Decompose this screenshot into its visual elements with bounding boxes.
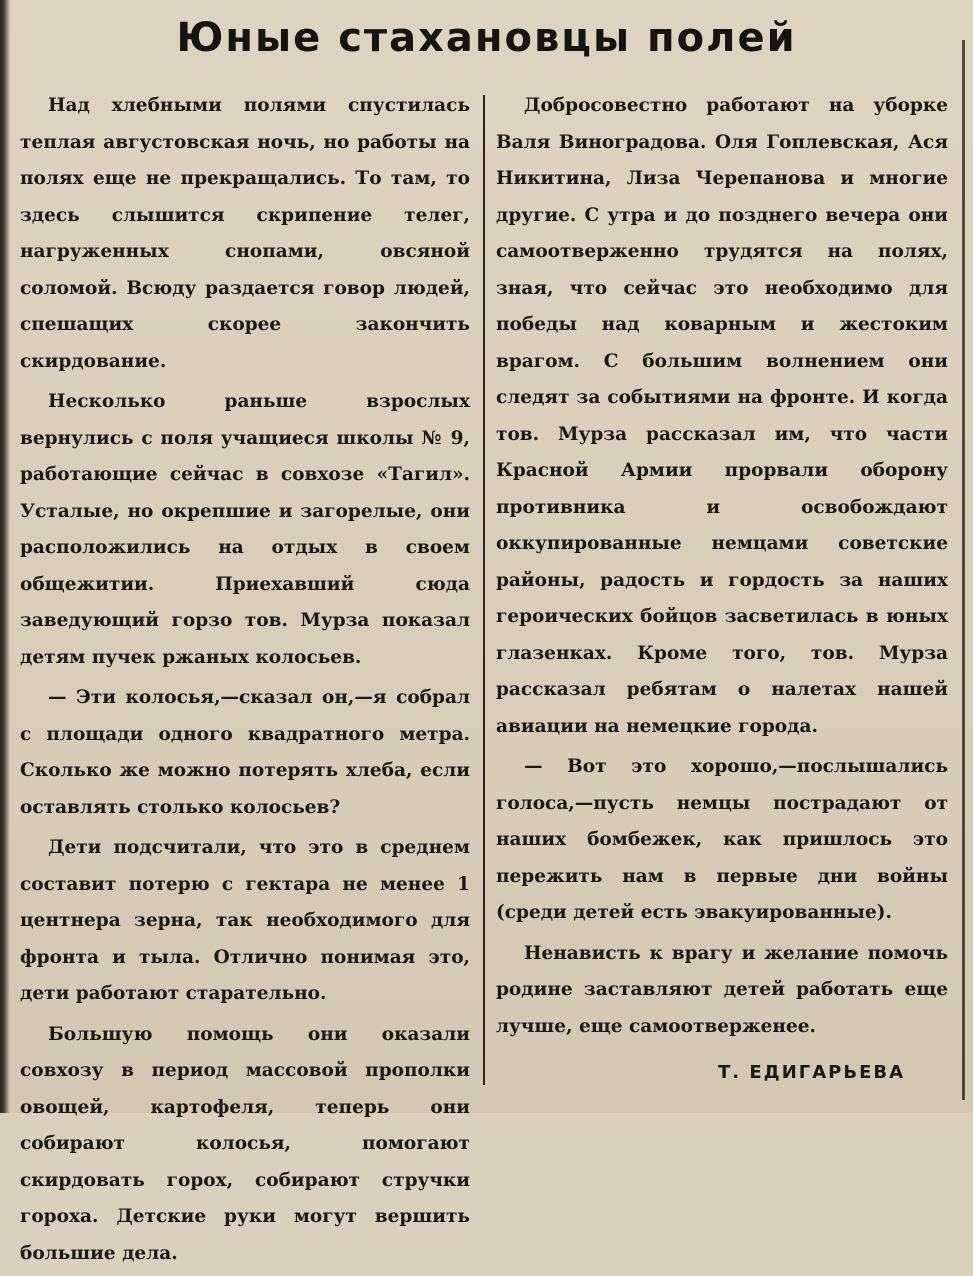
article-column-right: [496, 88, 948, 1049]
paragraph: — Эти колосья,—сказал он,—я собрал с площади одного квадратного метра. Сколько же можно потерять хлеба, если оставлять столько колосьев?: [20, 687, 470, 818]
page-edge-shadow: [0, 0, 10, 1113]
paragraph: — Вот это хорошо,—послышались голоса,—пусть немцы пострадают от наших бомбежек, как пришлось это пережить нам в первые дни войны (среди детей есть эвакуированные).: [496, 756, 948, 923]
paragraph: Ненависть к врагу и желание помочь родине заставляют детей работать еще лучше, еще самоотверженее.: [496, 942, 948, 1037]
paragraph: Добросовестно работают на уборке Валя Виноградова. Оля Гоплевская, Ася Никитина, Лиза Черепанова и многие другие. С утра и до позднего вечера они самоотверженно трудятся на полях, зная, что сейчас это необходимо для победы над коварным и жестоким врагом. С большим волнением они следят за событиями на фронте. И когда тов. Мурза рассказал им, что части Красной Армии прорвали оборону противника и освобождают оккупированные немцами советские районы, радость и гордость за наших героических бойцов засветилась в юных глазенках. Кроме того, тов. Мурза рассказал ребятам о налетах нашей авиации на немецкие города.: [496, 95, 948, 737]
paragraph: Над хлебными полями спустилась теплая августовская ночь, но работы на полях еще не прекращались. То там, то здесь слышится скрипение телег, нагруженных снопами, овсяной соломой. Всюду раздается говор людей, спешащих скорее закончить скирдование.: [20, 95, 470, 372]
right-border-rule: [962, 40, 965, 1100]
article-column-left: [20, 88, 470, 1276]
article-headline: Юные стахановцы полей: [176, 15, 797, 61]
paragraph: Дети подсчитали, что это в среднем составит потерю с гектара не менее 1 центнера зерна, так необходимого для фронта и тыла. Отлично понимая это, дети работают старательно.: [20, 837, 470, 1004]
column-divider: [483, 95, 485, 1085]
author-signature: Т. ЕДИГАРЬЕВА: [718, 1062, 906, 1083]
paragraph: Большую помощь они оказали совхозу в период массовой прополки овощей, картофеля, теперь они собирают колосья, помогают скирдовать горох, собирают стручки гороха. Детские руки могут вершить большие дела.: [20, 1023, 470, 1264]
paragraph: Несколько раньше взрослых вернулись с поля учащиеся школы № 9, работающие сейчас в совхозе «Тагил». Усталые, но окрепшие и загорелые, они расположились на отдых в своем общежитии. Приехавший сюда заведующий горзо тов. Мурза показал детям пучек ржаных колосьев.: [20, 391, 470, 668]
